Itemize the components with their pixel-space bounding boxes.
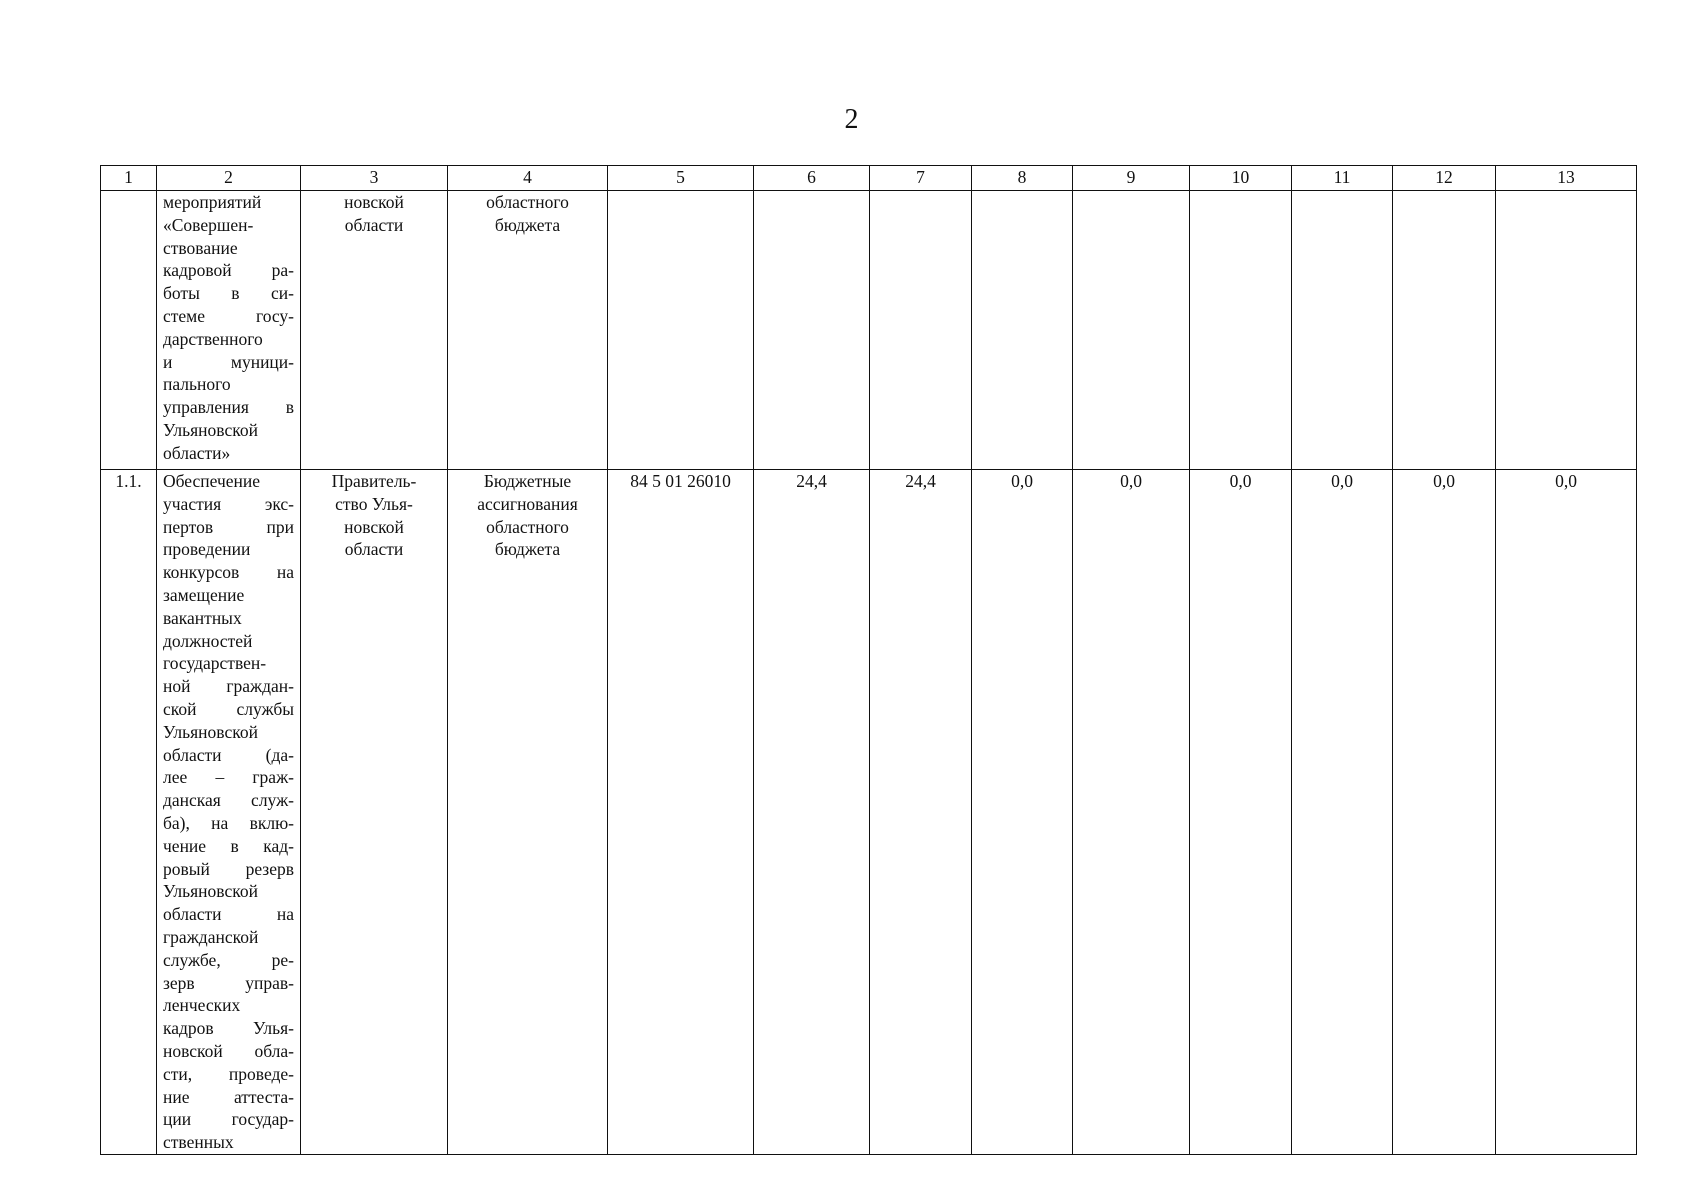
cell-text-line: ассигнования [477,493,578,514]
row-number [101,191,157,470]
header-cell-3: 3 [301,166,448,191]
header-row [101,166,1637,191]
value-cell [870,191,972,470]
cell-text-line: государствен- [163,653,267,674]
cell-text-line: ние аттеста- [163,1086,294,1107]
header-cell-7: 7 [870,166,972,191]
cell-text-line: Обеспечение [163,471,261,491]
value-cell: 0,0 [972,470,1073,1155]
cell-text-line: Ульяновской [163,881,258,902]
budget-classification-code: 84 5 01 26010 [608,470,754,1155]
cell-text-line: Ульяновской [163,721,258,742]
cell-text-line: службе, ре- [163,949,294,970]
cell-text-line: области [344,214,404,235]
cell-text-line: конкурсов на [163,562,294,583]
cell-text-line: областного [486,192,569,212]
value-cell [1393,191,1496,470]
responsible-executor [301,470,448,1155]
activity-name [157,191,301,470]
header-cell-2: 2 [157,166,301,191]
header-cell-10: 10 [1190,166,1292,191]
value-cell: 24,4 [870,470,972,1155]
value-cell: 24,4 [754,470,870,1155]
cell-text-line: области на [163,904,294,925]
value-cell [1292,191,1393,470]
value-cell [1190,191,1292,470]
cell-text-line: пертов при [163,516,294,537]
cell-text-line: областного [486,516,569,537]
cell-text-line: кадровой ра- [163,260,294,281]
cell-text-line: ствование [163,237,238,258]
cell-text-line: лее – граж- [163,767,294,788]
cell-text-line: области (да- [163,744,294,765]
cell-text-line: ции государ- [163,1109,294,1130]
cell-text-line: ской службы [163,698,294,719]
header-cell-5: 5 [608,166,754,191]
header-cell-1: 1 [101,166,157,191]
cell-text-line: ственных [163,1132,234,1153]
cell-text-line: зерв управ- [163,972,294,993]
cell-text-line: боты в си- [163,283,294,304]
value-cell: 0,0 [1292,470,1393,1155]
cell-text-line: новской обла- [163,1040,294,1061]
cell-text-line: пального [163,374,231,395]
cell-text-line: бюджета [494,214,561,235]
cell-text-line: бюджета [494,539,561,560]
cell-text-line: сти, проведе- [163,1063,294,1084]
cell-text-line: стеме госу- [163,305,294,326]
cell-text-line: вакантных [163,607,242,628]
cell-text-line: участия экс- [163,493,294,514]
value-cell [1496,191,1637,470]
cell-text-line: проведении [163,539,251,560]
cell-text-line: чение в кад- [163,835,294,856]
row-number: 1.1. [101,470,157,1155]
value-cell [972,191,1073,470]
value-cell [754,191,870,470]
header-cell-4: 4 [448,166,608,191]
header-cell-11: 11 [1292,166,1393,191]
cell-text-line: ба), на вклю- [163,812,294,833]
value-cell: 0,0 [1190,470,1292,1155]
cell-text-line: новской [344,516,404,537]
activity-name [157,470,301,1155]
value-cell [608,191,754,470]
cell-text-line: должностей [163,630,253,651]
cell-text-line: замещение [163,584,245,605]
cell-text-line: кадров Улья- [163,1018,294,1039]
cell-text-line: дарственного [163,328,263,349]
page-number: 2 [844,104,859,135]
cell-text-line: и муници- [163,351,294,372]
cell-text-line: ной граждан- [163,676,294,697]
funding-source [448,191,608,470]
cell-text-line: Бюджетные [483,471,572,491]
cell-text-line: данская служ- [163,790,294,811]
table-row [101,470,1637,1155]
cell-text-line: ленческих [163,995,241,1016]
cell-text-line: новской [344,192,404,212]
value-cell [1073,191,1190,470]
cell-text-line: Правитель- [331,471,417,491]
value-cell: 0,0 [1393,470,1496,1155]
header-cell-12: 12 [1393,166,1496,191]
cell-text-line: ровый резерв [163,858,294,879]
funding-source [448,470,608,1155]
cell-text-line: области [344,539,404,560]
value-cell: 0,0 [1073,470,1190,1155]
cell-text-line: управления в [163,397,294,418]
cell-text-line: области» [163,442,231,463]
table-row [101,191,1637,470]
value-cell: 0,0 [1496,470,1637,1155]
header-cell-13: 13 [1496,166,1637,191]
cell-text-line: мероприятий [163,192,262,212]
header-cell-9: 9 [1073,166,1190,191]
budget-table [100,165,1637,1155]
cell-text-line: ство Улья- [335,493,413,514]
cell-text-line: «Совершен- [163,214,254,235]
header-cell-6: 6 [754,166,870,191]
cell-text-line: Ульяновской [163,419,258,440]
header-cell-8: 8 [972,166,1073,191]
cell-text-line: гражданской [163,926,259,947]
responsible-executor [301,191,448,470]
